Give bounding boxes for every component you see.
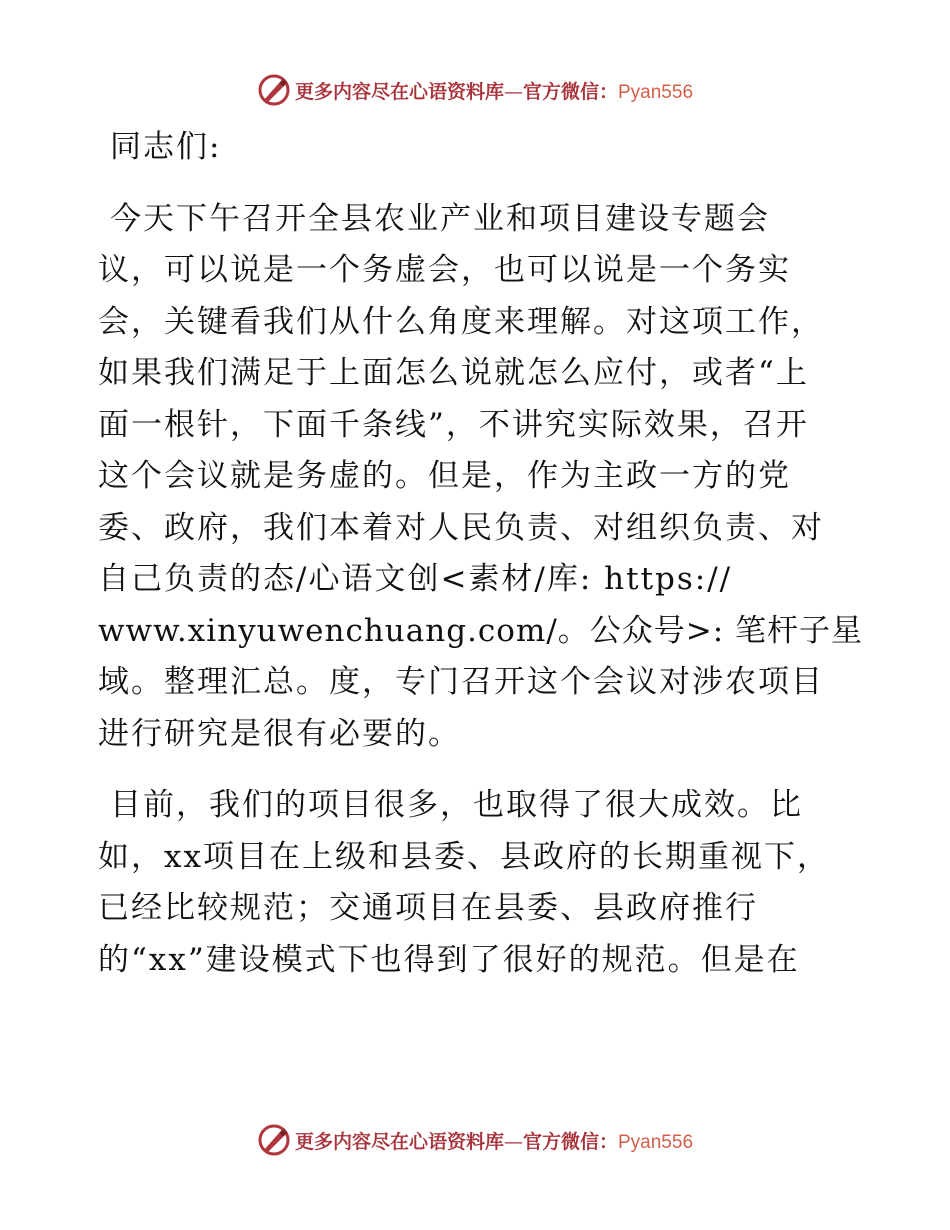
pen-logo-icon [257,1123,291,1157]
text-line: 如，xx项目在上级和县委、县政府的长期重视下， [98,838,830,875]
text-line: 如果我们满足于上面怎么说就怎么应付，或者“上 [98,355,809,391]
text-line: 的“xx”建设模式下也得到了很好的规范。但是在 [98,941,800,978]
watermark-text: 更多内容尽在心语资料库 [294,80,504,103]
header-watermark [0,70,950,110]
paragraph-2 [98,780,858,986]
footer-watermark [0,1120,950,1160]
text-line: 域。整理汇总。度，专门召开这个会议对涉农项目 [98,664,824,700]
paragraph-1 [98,194,864,761]
text-line: 面一根针，下面千条线”，不讲究实际效果，召开 [98,406,809,443]
document-body [98,122,864,986]
watermark-dash: — [503,80,523,103]
watermark-wechat-id: Pyan556 [618,81,694,103]
text-line: www.xinyuwenchuang.com/。公众号>: 笔杆子星 [98,612,864,649]
watermark-wechat-id: Pyan556 [618,1131,694,1153]
text-line: 会，关键看我们从什么角度来理解。对这项工作， [98,303,824,340]
text-line: 今天下午召开全县农业产业和项目建设专题会 [110,200,770,237]
text-line: 自己负责的态/心语文创<素材/库: https:// [98,561,733,597]
text-line: 进行研究是很有必要的。 [98,715,461,752]
text-line: 目前，我们的项目很多，也取得了很大成效。比 [110,787,803,823]
text-line: 这个会议就是务虚的。但是，作为主政一方的党 [98,458,791,494]
text-line: 已经比较规范；交通项目在县委、县政府推行 [98,890,758,926]
watermark-dash: — [503,1130,523,1153]
salutation: 同志们: [110,129,222,165]
pen-logo-icon [257,73,291,107]
watermark-text: 更多内容尽在心语资料库 [294,1130,504,1153]
watermark-wechat-label: 官方微信： [522,80,618,103]
watermark-wechat-label: 官方微信： [522,1130,618,1153]
text-line: 议，可以说是一个务虚会，也可以说是一个务实 [98,252,791,288]
text-line: 委、政府，我们本着对人民负责、对组织负责、对 [98,509,824,546]
